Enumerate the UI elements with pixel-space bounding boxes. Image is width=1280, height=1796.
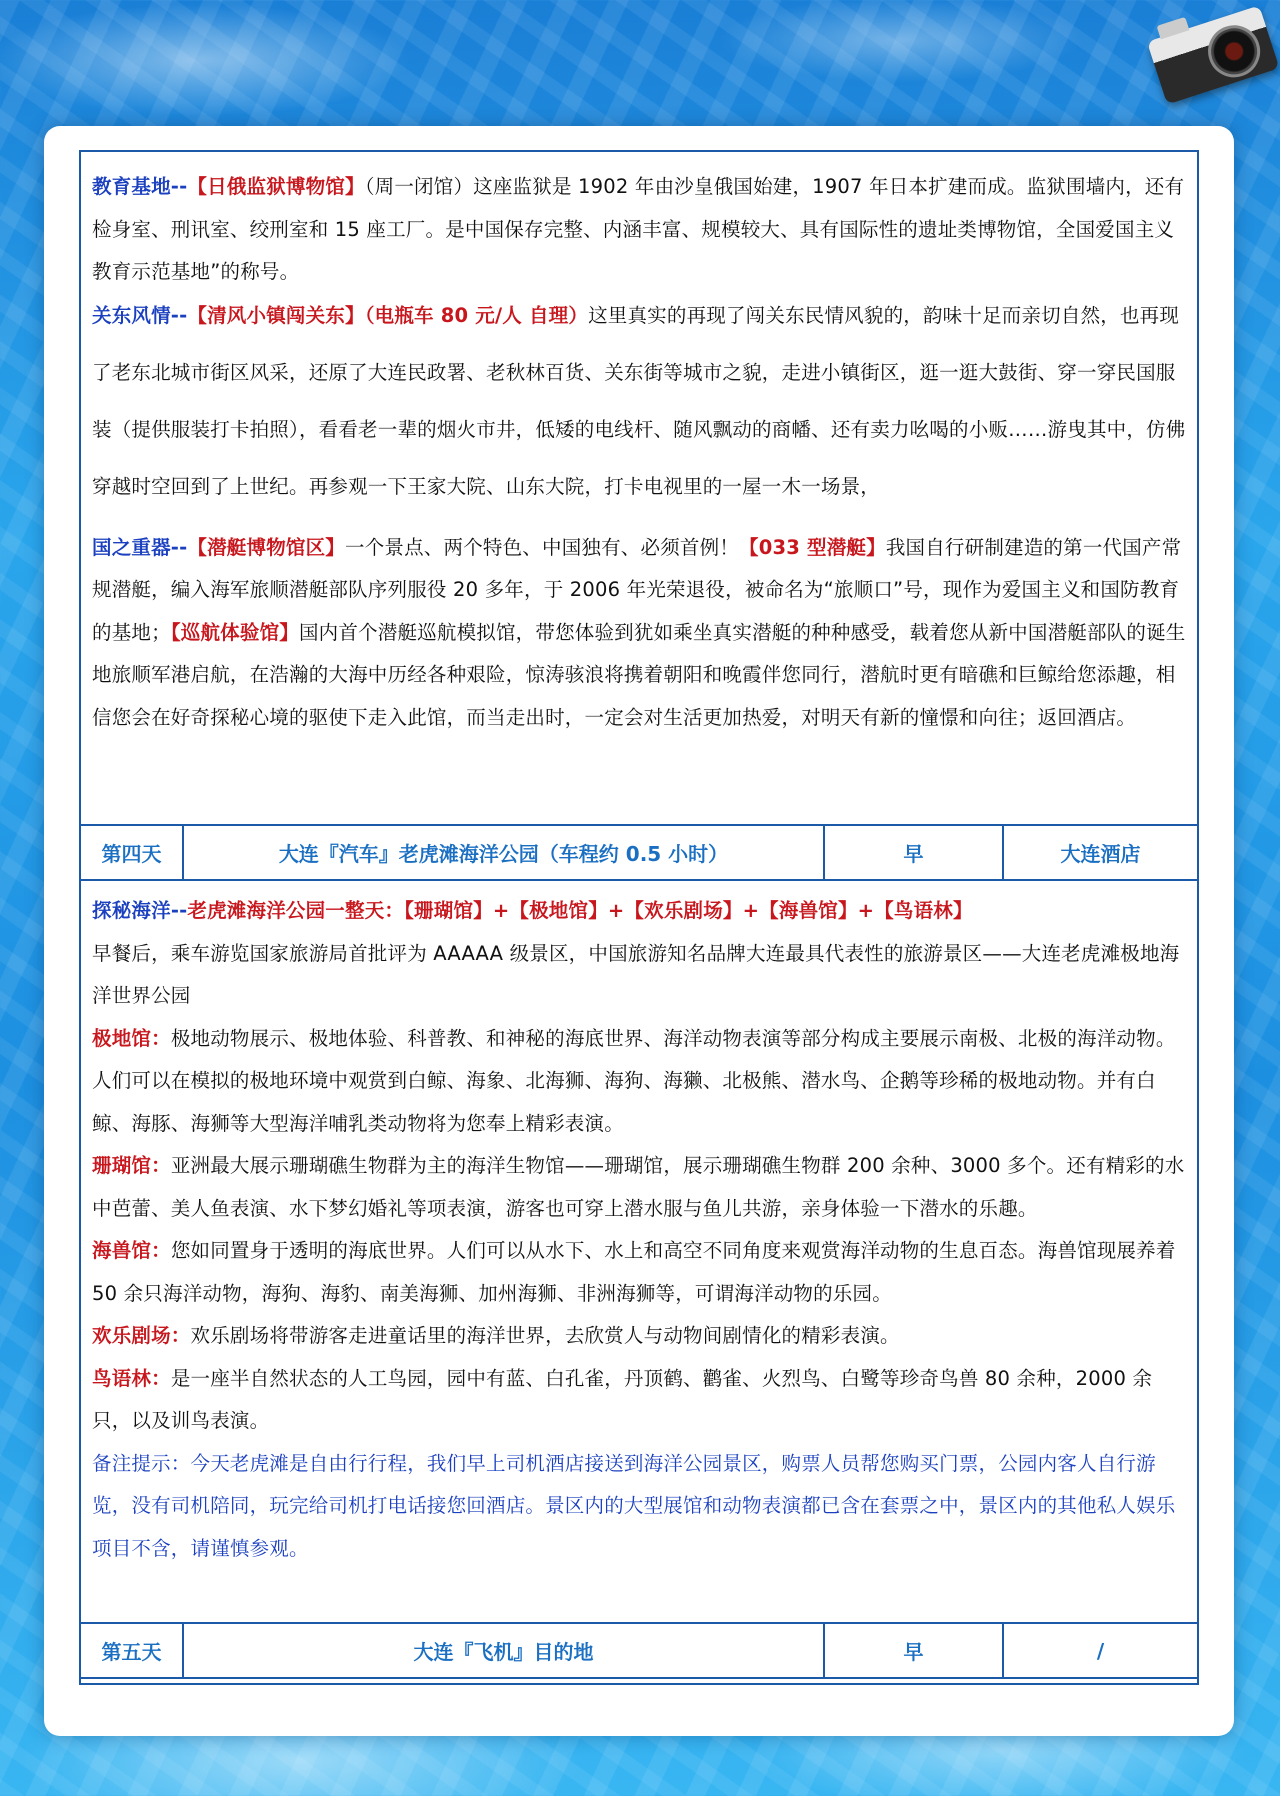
polar-hall-paragraph: 极地馆：极地动物展示、极地体验、科普教、和神秘的海底世界、海洋动物表演等部分构成主要展示南极、北极的海洋动物。人们可以在模拟的极地环境中观赏到白鲸、海象、北海狮、海狗、海獭、北极熊、潜水鸟、企鹅等珍稀的极地动物。并有白鲸、海豚、海狮等大型海洋哺乳类动物将为您奉上精彩表演。 bbox=[92, 1026, 1176, 1135]
hotel-label: / bbox=[1096, 1638, 1105, 1663]
sea-beast-hall-paragraph: 海兽馆：您如同置身于透明的海底世界。人们可以从水下、水上和高空不同角度来观赏海洋动物的生息百态。海兽馆现展养着 50 余只海洋动物，海狗、海豹、南美海狮、加州海狮、非洲海狮等，可谓海洋动物的乐园。 bbox=[92, 1239, 1176, 1305]
day4-row bbox=[81, 824, 1197, 881]
route-label: 大连『汽车』老虎滩海洋公园（车程约 0.5 小时） bbox=[184, 826, 825, 879]
guandong-paragraph: 关东风情--【清风小镇闯关东】（电瓶车 80 元/人 自理）这里真实的再现了闯关东民情风貌的，韵味十足而亲切自然，也再现了老东北城市街区风采，还原了大连民政署、老秋林百货、关东街等城市之貌，走进小镇街区，逛一逛大鼓街、穿一穿民国服装（提供服装打卡拍照），看看老一辈的烟火市井，低矮的电线杆、随风飘动的商幡、还有卖力吆喝的小贩……游曳其中，仿佛穿越时空回到了上世纪。再参观一下王家大院、山东大院，打卡电视里的一屋一木一场景， bbox=[92, 303, 1186, 498]
ocean-park-heading: 探秘海洋--老虎滩海洋公园一整天：【珊瑚馆】+【极地馆】+【欢乐剧场】+【海兽馆】+【鸟语林】 bbox=[92, 899, 973, 922]
day3-section bbox=[81, 166, 1197, 739]
coral-hall-paragraph: 珊瑚馆：亚洲最大展示珊瑚礁生物群为主的海洋生物馆——珊瑚馆，展示珊瑚礁生物群 200 余种、3000 多个。还有精彩的水中芭蕾、美人鱼表演、水下梦幻婚礼等项表演，游客也可穿上潜水服与鱼儿共游，亲身体验一下潜水的乐趣。 bbox=[92, 1154, 1185, 1220]
day-label: 第五天 bbox=[81, 1624, 184, 1677]
theatre-paragraph: 欢乐剧场：欢乐剧场将带游客走进童话里的海洋世界，去欣赏人与动物间剧情化的精彩表演。 bbox=[92, 1324, 900, 1347]
prison-museum-paragraph: 教育基地--【日俄监狱博物馆】（周一闭馆）这座监狱是 1902 年由沙皇俄国始建，1907 年日本扩建而成。监狱围墙内，还有检身室、刑讯室、绞刑室和 15 座工厂。是中国保存完整、内涵丰富、规模较大、具有国际性的遗址类博物馆，全国爱国主义教育示范基地”的称号。 bbox=[92, 175, 1185, 283]
hotel-label: 大连酒店 bbox=[1060, 842, 1141, 866]
itinerary-table bbox=[79, 150, 1199, 1685]
bird-forest-paragraph: 鸟语林：是一座半自然状态的人工鸟园，园中有蓝、白孔雀，丹顶鹤、鹳雀、火烈鸟、白鹭等珍奇鸟兽 80 余种，2000 余只，以及训鸟表演。 bbox=[92, 1366, 1153, 1432]
submarine-paragraph: 国之重器--【潜艇博物馆区】一个景点、两个特色、中国独有、必须首例！【033 型潜艇】我国自行研制建造的第一代国产常规潜艇，编入海军旅顺潜艇部队序列服役 20 多年，于 2006 年光荣退役，被命名为“旅顺口”号，现作为爱国主义和国防教育的基地；【巡航体验馆】国内首个潜艇巡航模拟馆，带您体验到犹如乘坐真实潜艇的种种感受，载着您从新中国潜艇部队的诞生地旅顺军港启航，在浩瀚的大海中历经各种艰险，惊涛骇浪将携着朝阳和晚霞伴您同行，潜航时更有暗礁和巨鲸给您添趣，相信您会在好奇探秘心境的驱使下走入此馆，而当走出时，一定会对生活更加热爱，对明天有新的憧憬和向往；返回酒店。 bbox=[92, 535, 1186, 729]
ocean-park-intro: 早餐后，乘车游览国家旅游局首批评为 AAAAA 级景区，中国旅游知名品牌大连最具代表性的旅游景区——大连老虎滩极地海洋世界公园 bbox=[92, 941, 1180, 1007]
day-label: 第四天 bbox=[81, 826, 184, 879]
meal-label: 早 bbox=[825, 826, 1004, 879]
day4-section bbox=[81, 890, 1197, 1570]
meal-label: 早 bbox=[825, 1624, 1004, 1677]
note-paragraph: 备注提示：今天老虎滩是自由行行程，我们早上司机酒店接送到海洋公园景区，购票人员帮您购买门票，公园内客人自行游览，没有司机陪同，玩完给司机打电话接您回酒店。景区内的大型展馆和动物表演都已含在套票之中，景区内的其他私人娱乐项目不含，请谨慎参观。 bbox=[92, 1451, 1176, 1560]
camera-decoration bbox=[1141, 0, 1280, 108]
route-label: 大连『飞机』目的地 bbox=[184, 1624, 825, 1677]
day5-row bbox=[81, 1622, 1197, 1679]
